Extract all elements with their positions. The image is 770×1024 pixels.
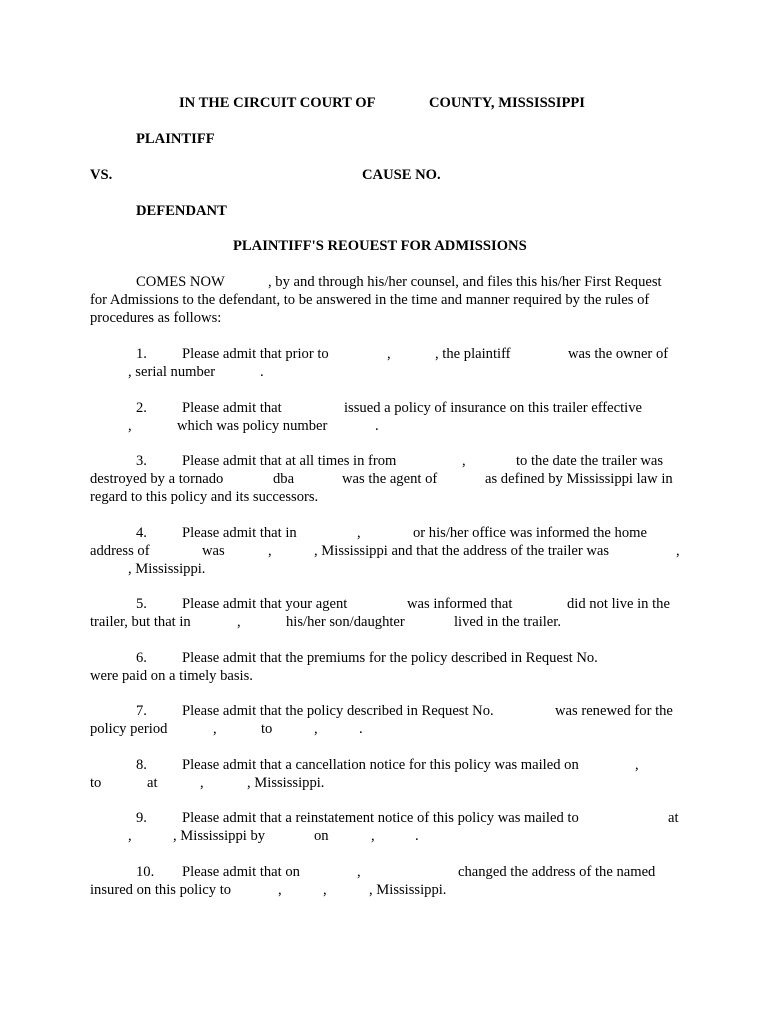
request-8-text: , (635, 757, 639, 773)
request-1-text: , serial number (128, 364, 216, 380)
intro-line-1a: COMES NOW (136, 274, 225, 290)
request-7-text: policy period (90, 721, 168, 737)
request-6-text: Please admit that the premiums for the policy described in Request No. (182, 650, 598, 666)
request-7-text: Please admit that the policy described in Request No. (182, 703, 494, 719)
request-7-text: , (213, 721, 217, 737)
request-4-text: , (357, 525, 361, 541)
request-2-text: , (128, 418, 132, 434)
request-4-text: or his/her office was informed the home (413, 525, 647, 541)
request-8-text: , Mississippi. (247, 775, 325, 791)
request-3-number: 3. (136, 453, 147, 469)
request-7-text: . (359, 721, 363, 737)
request-3-text: to the date the trailer was (516, 453, 664, 469)
request-8-text: at (147, 775, 158, 791)
vs-label: VS. (90, 167, 113, 183)
request-4-text: address of (90, 543, 150, 559)
request-4-text: , Mississippi. (128, 561, 206, 577)
request-1-text: , the plaintiff (435, 346, 511, 362)
request-3-text: was the agent of (342, 471, 438, 487)
request-7-number: 7. (136, 703, 147, 719)
request-2-number: 2. (136, 400, 147, 416)
request-8-number: 8. (136, 757, 147, 773)
request-4-number: 4. (136, 525, 147, 541)
request-10-text: , (323, 882, 327, 898)
request-10-number: 10. (136, 864, 155, 880)
request-9-number: 9. (136, 810, 147, 826)
request-10-text: , Mississippi. (369, 882, 447, 898)
request-9-text: , (371, 828, 375, 844)
request-10-text: changed the address of the named (458, 864, 656, 880)
request-9-text: on (314, 828, 329, 844)
request-3-text: destroyed by a tornado (90, 471, 224, 487)
intro-line-2: for Admissions to the defendant, to be answered in the time and manner required by the rules of (90, 292, 650, 308)
request-3-text: Please admit that at all times in from (182, 453, 397, 469)
request-9-text: , Mississippi by (173, 828, 266, 844)
document-title: PLAINTIFF'S REOUEST FOR ADMISSIONS (233, 238, 527, 254)
request-2-text: issued a policy of insurance on this trailer effective (344, 400, 642, 416)
plaintiff-label: PLAINTIFF (136, 131, 215, 147)
request-6-number: 6. (136, 650, 147, 666)
request-1-text: Please admit that prior to (182, 346, 329, 362)
request-8-text: Please admit that a cancellation notice for this policy was mailed on (182, 757, 579, 773)
request-7-text: was renewed for the (555, 703, 673, 719)
request-5-text: , (237, 614, 241, 630)
request-2-text: . (375, 418, 379, 434)
request-5-text: was informed that (407, 596, 513, 612)
court-caption-right: COUNTY, MISSISSIPPI (429, 95, 585, 111)
request-3-text: regard to this policy and its successors. (90, 489, 319, 505)
request-3-text: , (462, 453, 466, 469)
request-1-number: 1. (136, 346, 147, 362)
request-10-text: , (278, 882, 282, 898)
court-caption-left: IN THE CIRCUIT COURT OF (179, 95, 376, 111)
request-3-text: dba (273, 471, 295, 487)
request-4-text: , (268, 543, 272, 559)
request-10-text: insured on this policy to (90, 882, 232, 898)
request-9-text: at (668, 810, 679, 826)
request-10-text: Please admit that on (182, 864, 300, 880)
request-5-text: lived in the trailer. (454, 614, 561, 630)
request-9-text: Please admit that a reinstatement notice of this policy was mailed to (182, 810, 579, 826)
defendant-label: DEFENDANT (136, 203, 227, 219)
request-1-text: . (260, 364, 264, 380)
request-10-text: , (357, 864, 361, 880)
request-2-text: which was policy number (177, 418, 328, 434)
request-9-text: , (128, 828, 132, 844)
request-8-text: to (90, 775, 102, 791)
request-4-text: was (202, 543, 225, 559)
request-4-text: Please admit that in (182, 525, 297, 541)
request-5-number: 5. (136, 596, 147, 612)
request-1-text: , (387, 346, 391, 362)
cause-no-label: CAUSE NO. (362, 167, 441, 183)
request-7-text: to (261, 721, 273, 737)
request-8-text: , (200, 775, 204, 791)
request-5-text: Please admit that your agent (182, 596, 348, 612)
request-5-text: his/her son/daughter (286, 614, 405, 630)
request-3-text: as defined by Mississippi law in (485, 471, 673, 487)
request-9-text: . (415, 828, 419, 844)
request-7-text: , (314, 721, 318, 737)
request-4-text: , Mississippi and that the address of the trailer was (314, 543, 610, 559)
request-1-text: was the owner of (568, 346, 669, 362)
request-6-text: were paid on a timely basis. (90, 668, 253, 684)
request-5-text: trailer, but that in (90, 614, 191, 630)
intro-line-1b: , by and through his/her counsel, and files this his/her First Request (268, 274, 662, 290)
request-5-text: did not live in the (567, 596, 670, 612)
request-4-text: , (676, 543, 680, 559)
intro-line-3: procedures as follows: (90, 310, 222, 326)
request-2-text: Please admit that (182, 400, 282, 416)
